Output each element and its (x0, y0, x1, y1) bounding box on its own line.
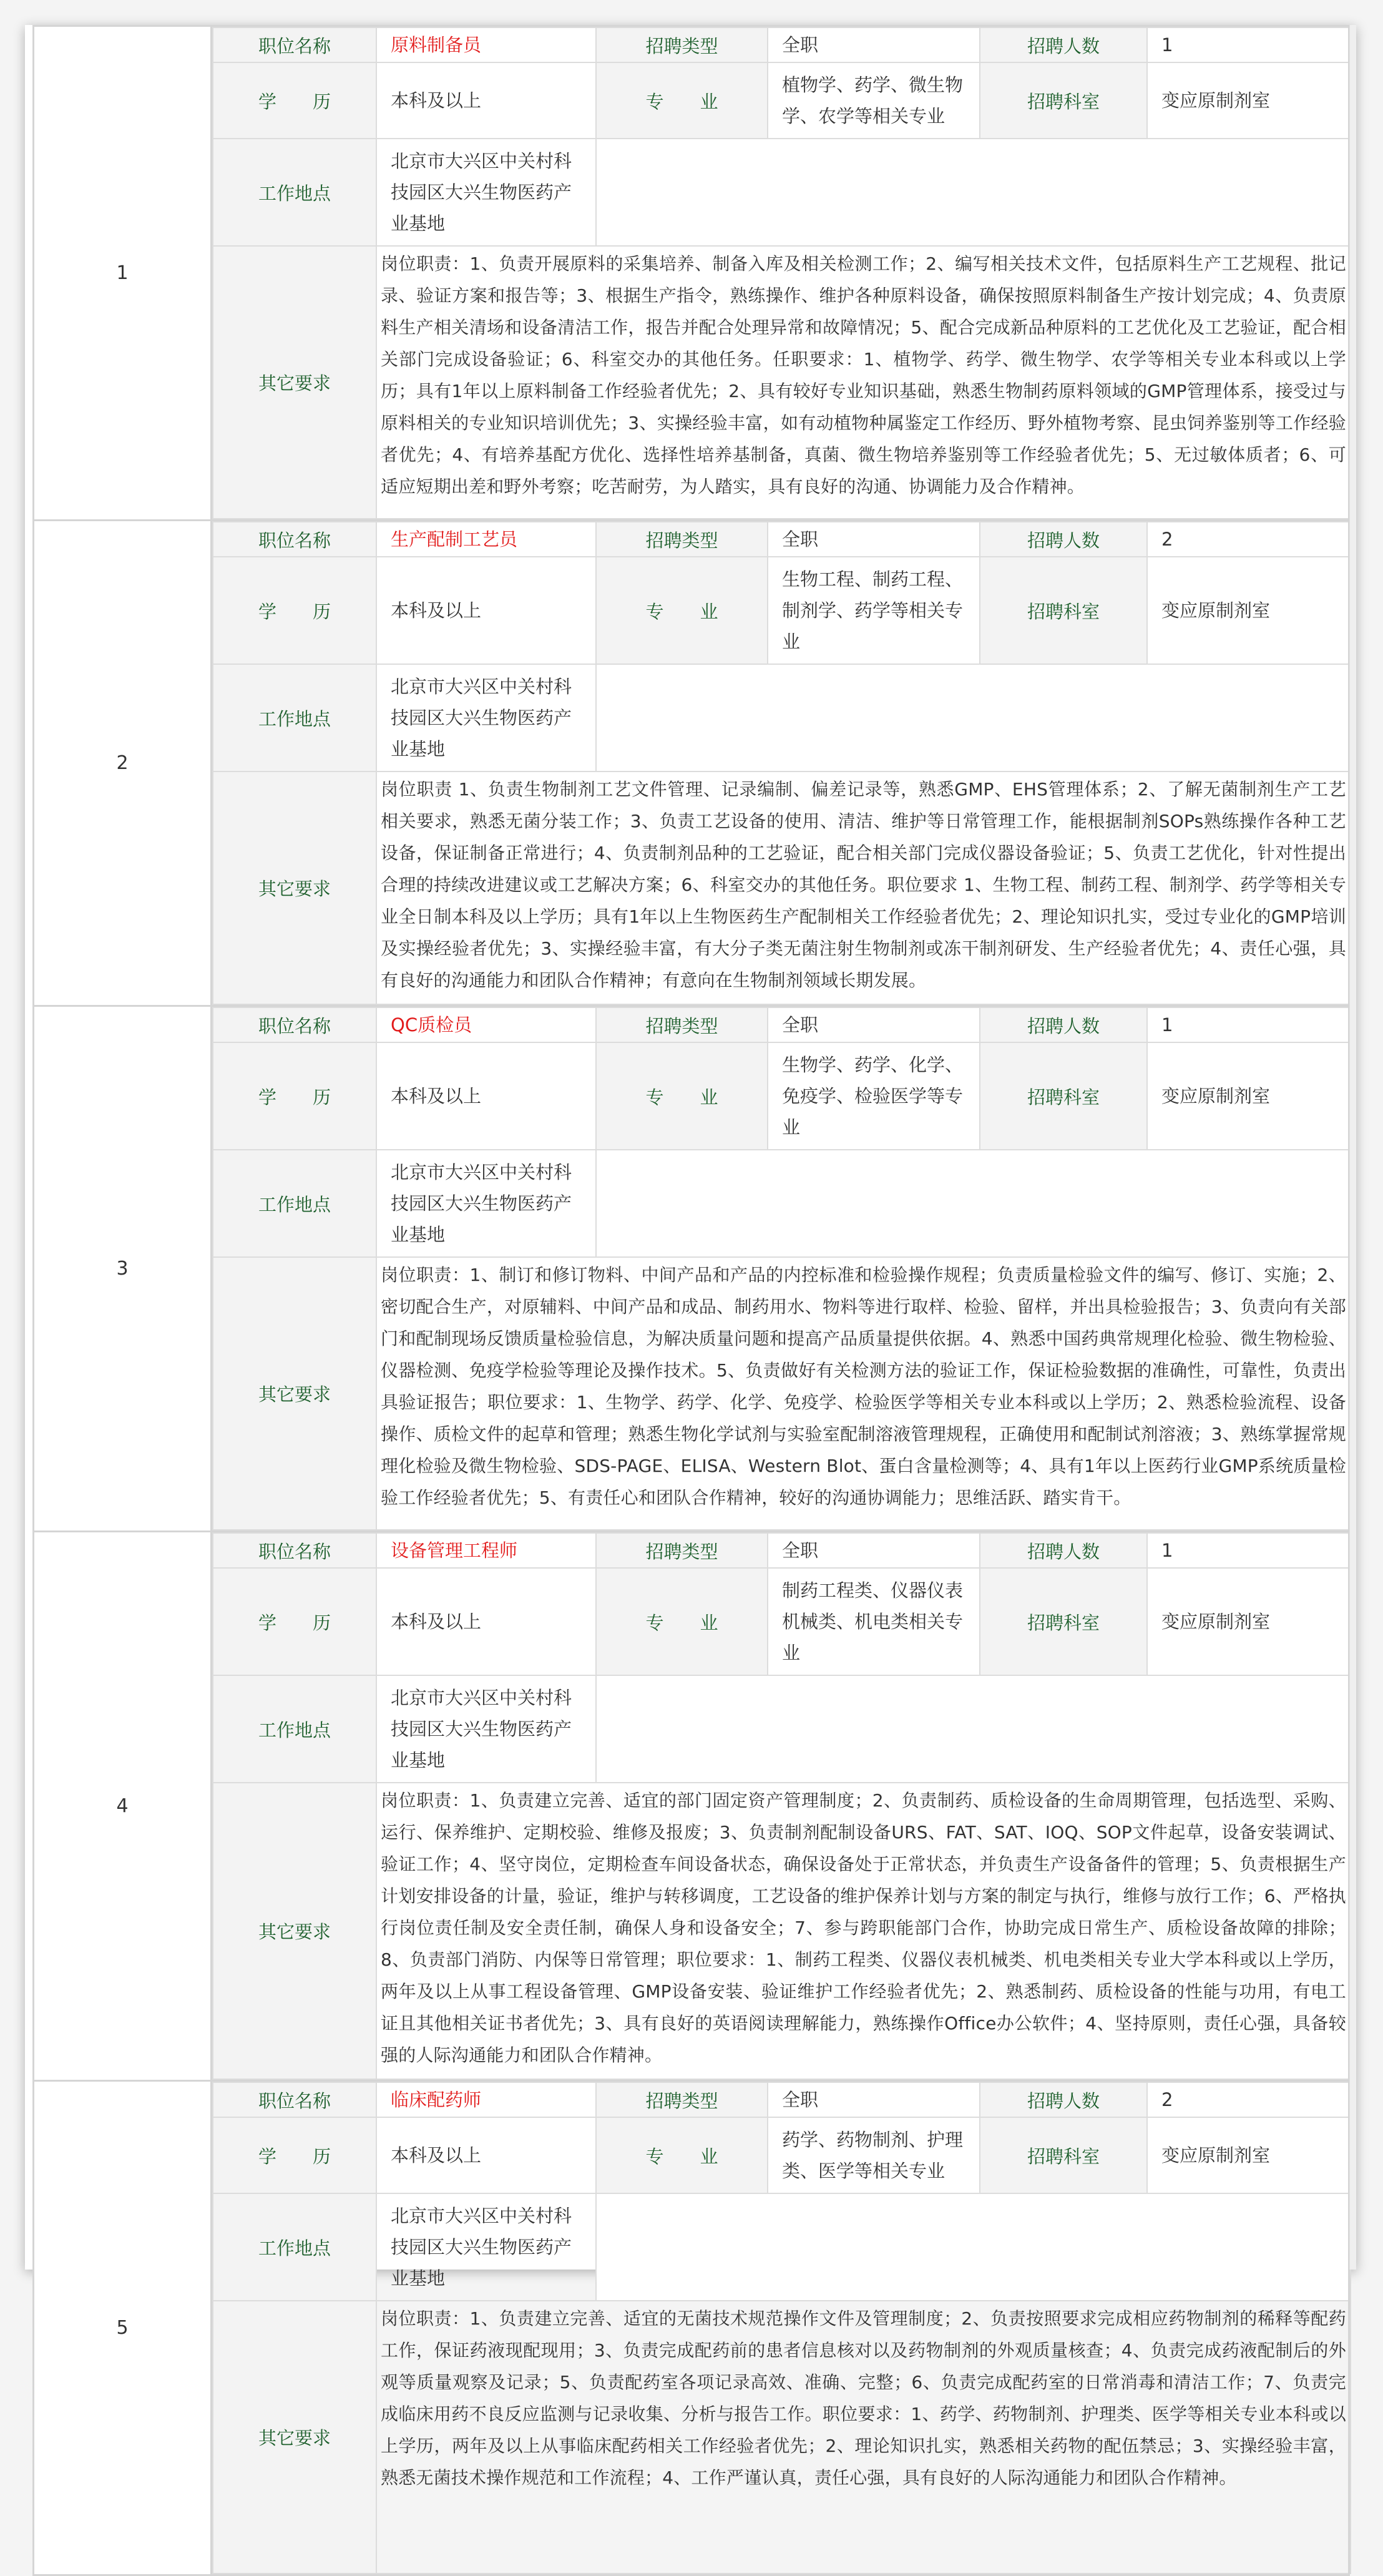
major-label: 专 业 (596, 62, 768, 139)
job-listing-table (32, 25, 1350, 2576)
location-value: 北京市大兴区中关村科技园区大兴生物医药产业基地 (376, 139, 596, 246)
position-label: 职位名称 (213, 1007, 376, 1042)
other-label: 其它要求 (213, 2301, 376, 2574)
scrollbar[interactable] (1349, 25, 1356, 2270)
type-label: 招聘类型 (596, 27, 768, 62)
dept-value: 变应原制剂室 (1147, 62, 1351, 139)
type-label: 招聘类型 (596, 522, 768, 557)
job-detail-cell (212, 1006, 1349, 1532)
other-label: 其它要求 (213, 246, 376, 519)
position-title[interactable]: 生产配制工艺员 (376, 522, 596, 557)
count-label: 招聘人数 (980, 1533, 1147, 1568)
job-row (34, 521, 1349, 1006)
education-value: 本科及以上 (376, 557, 596, 664)
major-label: 专 业 (596, 1042, 768, 1150)
count-value: 2 (1147, 2082, 1351, 2117)
empty-cell (596, 1150, 1351, 1257)
job-detail-cell (212, 26, 1349, 521)
dept-label: 招聘科室 (980, 1568, 1147, 1675)
count-value: 2 (1147, 522, 1351, 557)
location-label: 工作地点 (213, 1675, 376, 1783)
type-value: 全职 (768, 522, 980, 557)
education-value: 本科及以上 (376, 1042, 596, 1150)
dept-label: 招聘科室 (980, 2117, 1147, 2193)
position-title[interactable]: QC质检员 (376, 1007, 596, 1042)
job-detail-cell (212, 1532, 1349, 2081)
location-label: 工作地点 (213, 1150, 376, 1257)
dept-label: 招聘科室 (980, 62, 1147, 139)
job-detail-table (212, 27, 1351, 519)
education-value: 本科及以上 (376, 1568, 596, 1675)
type-label: 招聘类型 (596, 1007, 768, 1042)
dept-value: 变应原制剂室 (1147, 1568, 1351, 1675)
count-value: 1 (1147, 1533, 1351, 1568)
job-index: 5 (34, 2081, 212, 2575)
count-label: 招聘人数 (980, 522, 1147, 557)
job-row (34, 1532, 1349, 2081)
position-label: 职位名称 (213, 27, 376, 62)
job-description: 岗位职责：1、负责建立完善、适宜的部门固定资产管理制度；2、负责制药、质检设备的生命周期管理，包括选型、采购、运行、保养维护、定期校验、维修及报废；3、负责制剂配制设备URS、FAT、SAT、IOQ、SOP文件起草，设备安装调试、验证工作；4、坚守岗位，定期检查车间设备状态，确保设备处于正常状态，并负责生产设备备件的管理；5、负责根据生产计划安排设备的计量，验证，维护与转移调度，工艺设备的维护保养计划与方案的制定与执行，维修与放行工作；6、严格执行岗位责任制及安全责任制，确保人身和设备安全；7、参与跨职能部门合作，协助完成日常生产、质检设备故障的排除；8、负责部门消防、内保等日常管理；职位要求：1、制药工程类、仪器仪表机械类、机电类相关专业大学本科或以上学历，两年及以上从事工程设备管理、GMP设备安装、验证维护工作经验者优先；2、熟悉制药、质检设备的性能与功用，有电工证且其他相关证书者优先；3、具有良好的英语阅读理解能力，熟练操作Office办公软件；4、坚持原则，责任心强，具备较强的人际沟通能力和团队合作精神。 (376, 1783, 1351, 2079)
count-label: 招聘人数 (980, 2082, 1147, 2117)
empty-cell (596, 139, 1351, 246)
type-label: 招聘类型 (596, 2082, 768, 2117)
position-label: 职位名称 (213, 522, 376, 557)
other-label: 其它要求 (213, 1257, 376, 1530)
location-value: 北京市大兴区中关村科技园区大兴生物医药产业基地 (376, 1675, 596, 1783)
other-label: 其它要求 (213, 771, 376, 1004)
location-label: 工作地点 (213, 664, 376, 771)
job-detail-table (212, 1007, 1351, 1530)
position-title[interactable]: 原料制备员 (376, 27, 596, 62)
dept-label: 招聘科室 (980, 1042, 1147, 1150)
major-label: 专 业 (596, 1568, 768, 1675)
page-frame (25, 25, 1356, 2488)
count-value: 1 (1147, 27, 1351, 62)
job-index: 1 (34, 26, 212, 521)
job-row (34, 1006, 1349, 1532)
dept-label: 招聘科室 (980, 557, 1147, 664)
empty-cell (596, 1675, 1351, 1783)
count-label: 招聘人数 (980, 27, 1147, 62)
position-title[interactable]: 临床配药师 (376, 2082, 596, 2117)
count-label: 招聘人数 (980, 1007, 1147, 1042)
education-label: 学 历 (213, 2117, 376, 2193)
type-value: 全职 (768, 27, 980, 62)
major-value: 植物学、药学、微生物学、农学等相关专业 (768, 62, 980, 139)
major-label: 专 业 (596, 557, 768, 664)
location-value: 北京市大兴区中关村科技园区大兴生物医药产业基地 (376, 664, 596, 771)
job-index: 2 (34, 521, 212, 1006)
major-label: 专 业 (596, 2117, 768, 2193)
type-value: 全职 (768, 1533, 980, 1568)
position-label: 职位名称 (213, 1533, 376, 1568)
education-value: 本科及以上 (376, 2117, 596, 2193)
job-detail-table (212, 2082, 1351, 2574)
job-index: 4 (34, 1532, 212, 2081)
job-detail-cell (212, 521, 1349, 1006)
job-description: 岗位职责：1、制订和修订物料、中间产品和产品的内控标准和检验操作规程；负责质量检验文件的编写、修订、实施；2、密切配合生产，对原辅料、中间产品和成品、制药用水、物料等进行取样、检验、留样，并出具检验报告；3、负责向有关部门和配制现场反馈质量检验信息，为解决质量问题和提高产品质量提供依据。4、熟悉中国药典常规理化检验、微生物检验、仪器检测、免疫学检验等理论及操作技术。5、负责做好有关检测方法的验证工作，保证检验数据的准确性，可靠性，负责出具验证报告；职位要求：1、生物学、药学、化学、免疫学、检验医学等相关专业本科或以上学历；2、熟悉检验流程、设备操作、质检文件的起草和管理；熟悉生物化学试剂与实验室配制溶液管理规程，正确使用和配制试剂溶液；3、熟练掌握常规理化检验及微生物检验、SDS-PAGE、ELISA、Western Blot、蛋白含量检测等；4、具有1年以上医药行业GMP系统质量检验工作经验者优先；5、有责任心和团队合作精神，较好的沟通协调能力；思维活跃、踏实肯干。 (376, 1257, 1351, 1530)
type-value: 全职 (768, 1007, 980, 1042)
other-label: 其它要求 (213, 1783, 376, 2079)
education-value: 本科及以上 (376, 62, 596, 139)
location-value: 北京市大兴区中关村科技园区大兴生物医药产业基地 (376, 2193, 596, 2301)
dept-value: 变应原制剂室 (1147, 1042, 1351, 1150)
type-value: 全职 (768, 2082, 980, 2117)
major-value: 生物工程、制药工程、制剂学、药学等相关专业 (768, 557, 980, 664)
major-value: 制药工程类、仪器仪表机械类、机电类相关专业 (768, 1568, 980, 1675)
job-description: 岗位职责：1、负责建立完善、适宜的无菌技术规范操作文件及管理制度；2、负责按照要求完成相应药物制剂的稀释等配药工作，保证药液现配现用；3、负责完成配药前的患者信息核对以及药物制剂的外观质量核查；4、负责完成药液配制后的外观等质量观察及记录；5、负责配药室各项记录高效、准确、完整；6、负责完成配药室的日常消毒和清洁工作；7、负责完成临床用药不良反应监测与记录收集、分析与报告工作。职位要求：1、药学、药物制剂、护理类、医学等相关专业本科或以上学历，两年及以上从事临床配药相关工作经验者优先；2、理论知识扎实，熟悉相关药物的配伍禁忌；3、实操经验丰富，熟悉无菌技术操作规范和工作流程；4、工作严谨认真，责任心强，具有良好的人际沟通能力和团队合作精神。 (376, 2301, 1351, 2574)
location-label: 工作地点 (213, 2193, 376, 2301)
education-label: 学 历 (213, 1568, 376, 1675)
major-value: 生物学、药学、化学、免疫学、检验医学等专业 (768, 1042, 980, 1150)
job-description: 岗位职责：1、负责开展原料的采集培养、制备入库及相关检测工作；2、编写相关技术文件，包括原料生产工艺规程、批记录、验证方案和报告等；3、根据生产指令，熟练操作、维护各种原料设备，确保按照原料制备生产按计划完成；4、负责原料生产相关清场和设备清洁工作，报告并配合处理异常和故障情况；5、配合完成新品种原料的工艺优化及工艺验证，配合相关部门完成设备验证；6、科室交办的其他任务。任职要求：1、植物学、药学、微生物学、农学等相关专业本科或以上学历；具有1年以上原料制备工作经验者优先；2、具有较好专业知识基础，熟悉生物制药原料领域的GMP管理体系，接受过与原料相关的专业知识培训优先；3、实操经验丰富，如有动植物种属鉴定工作经历、野外植物考察、昆虫饲养鉴别等工作经验者优先；4、有培养基配方优化、选择性培养基制备，真菌、微生物培养鉴别等工作经验者优先；5、无过敏体质者；6、可适应短期出差和野外考察；吃苦耐劳，为人踏实，具有良好的沟通、协调能力及合作精神。 (376, 246, 1351, 519)
major-value: 药学、药物制剂、护理类、医学等相关专业 (768, 2117, 980, 2193)
position-title[interactable]: 设备管理工程师 (376, 1533, 596, 1568)
type-label: 招聘类型 (596, 1533, 768, 1568)
empty-cell (596, 2193, 1351, 2301)
education-label: 学 历 (213, 62, 376, 139)
education-label: 学 历 (213, 1042, 376, 1150)
location-label: 工作地点 (213, 139, 376, 246)
job-detail-table (212, 1532, 1351, 2080)
job-detail-table (212, 521, 1351, 1005)
job-row (34, 2081, 1349, 2575)
job-description: 岗位职责 1、负责生物制剂工艺文件管理、记录编制、偏差记录等，熟悉GMP、EHS管理体系；2、了解无菌制剂生产工艺相关要求，熟悉无菌分装工作；3、负责工艺设备的使用、清洁、维护等日常管理工作，能根据制剂SOPs熟练操作各种工艺设备，保证制备正常进行；4、负责制剂品种的工艺验证，配合相关部门完成仪器设备验证；5、负责工艺优化，针对性提出合理的持续改进建议或工艺解决方案；6、科室交办的其他任务。职位要求 1、生物工程、制药工程、制剂学、药学等相关专业全日制本科及以上学历；具有1年以上生物医药生产配制相关工作经验者优先；2、理论知识扎实，受过专业化的GMP培训及实操经验者优先；3、实操经验丰富，有大分子类无菌注射生物制剂或冻干制剂研发、生产经验者优先；4、责任心强，具有良好的沟通能力和团队合作精神；有意向在生物制剂领域长期发展。 (376, 771, 1351, 1004)
dept-value: 变应原制剂室 (1147, 2117, 1351, 2193)
count-value: 1 (1147, 1007, 1351, 1042)
education-label: 学 历 (213, 557, 376, 664)
job-row (34, 26, 1349, 521)
empty-cell (596, 664, 1351, 771)
job-index: 3 (34, 1006, 212, 1532)
location-value: 北京市大兴区中关村科技园区大兴生物医药产业基地 (376, 1150, 596, 1257)
job-detail-cell (212, 2081, 1349, 2575)
dept-value: 变应原制剂室 (1147, 557, 1351, 664)
position-label: 职位名称 (213, 2082, 376, 2117)
